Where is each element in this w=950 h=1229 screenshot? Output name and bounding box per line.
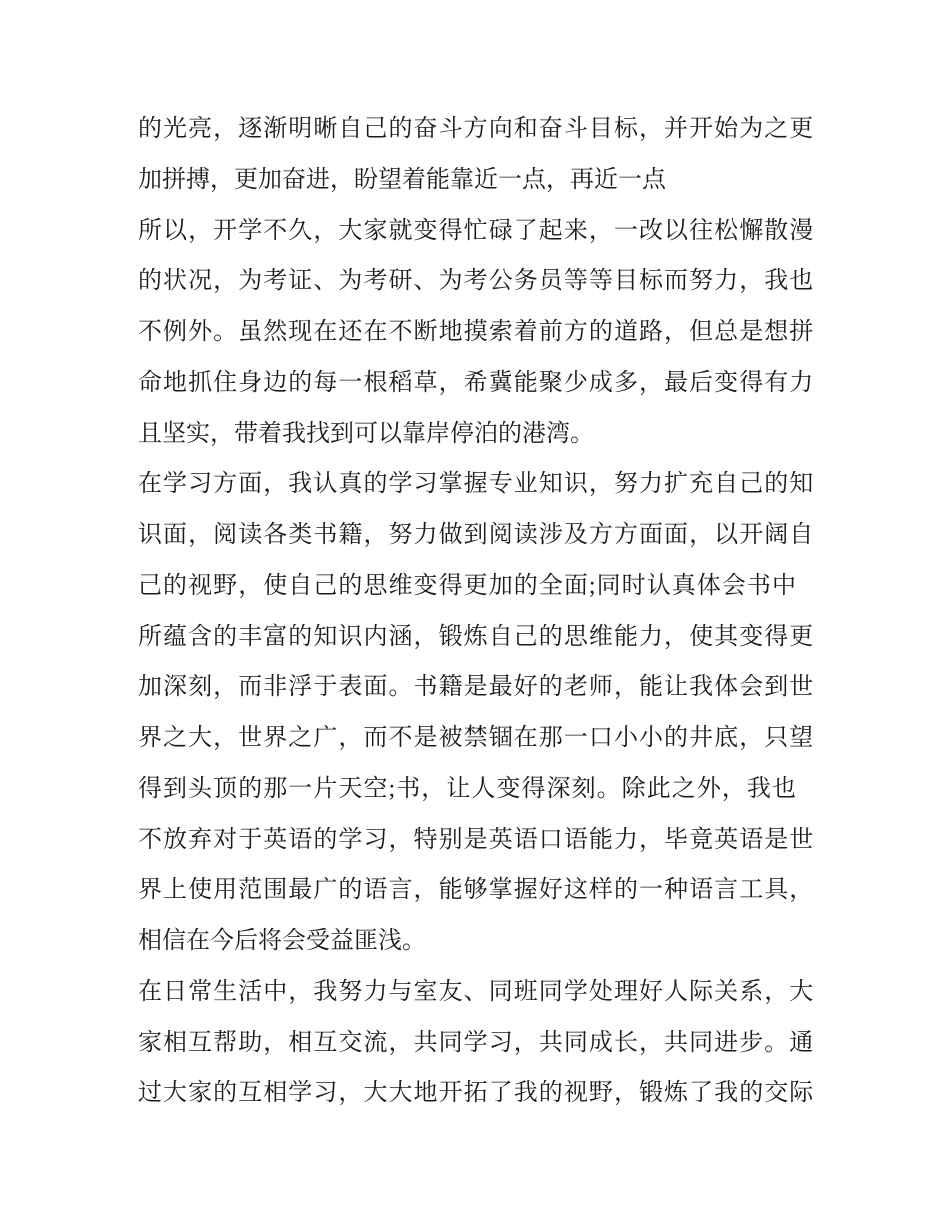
text-line: 的状况，为考证、为考研、为考公务员等等目标而努力，我也 [138, 268, 815, 295]
text-line: 己的视野，使自己的思维变得更加的全面;同时认真体会书中 [138, 572, 798, 599]
text-line: 且坚实，带着我找到可以靠岸停泊的港湾。 [138, 420, 594, 447]
text-line: 相信在今后将会受益匪浅。 [138, 928, 426, 954]
text-line: 所以，开学不久，大家就变得忙碌了起来，一改以往松懈散漫 [138, 217, 815, 244]
text-line: 过大家的互相学习，大大地开拓了我的视野，锻炼了我的交际 [138, 1080, 815, 1107]
text-line: 不放弃对于英语的学习，特别是英语口语能力，毕竟英语是世 [138, 826, 815, 853]
text-line: 加拼搏，更加奋进，盼望着能靠近一点，再近一点 [138, 166, 666, 193]
text-line: 不例外。虽然现在还在不断地摸索着前方的道路，但总是想拼 [138, 319, 815, 345]
text-line: 所蕴含的丰富的知识内涵，锻炼自己的思维能力，使其变得更 [138, 623, 815, 650]
text-line: 在学习方面，我认真的学习掌握专业知识，努力扩充自己的知 [138, 471, 815, 498]
document-text [138, 104, 816, 1119]
text-line: 得到头顶的那一片天空;书，让人变得深刻。除此之外，我也 [138, 775, 798, 802]
text-line: 界上使用范围最广的语言，能够掌握好这样的一种语言工具， [138, 877, 815, 904]
text-line: 的光亮，逐渐明晰自己的奋斗方向和奋斗目标，并开始为之更 [138, 116, 815, 142]
text-line: 界之大，世界之广，而不是被禁锢在那一口小小的井底，只望 [138, 725, 815, 751]
text-line: 命地抓住身边的每一根稻草，希冀能聚少成多，最后变得有力 [138, 369, 815, 396]
text-line: 识面，阅读各类书籍，努力做到阅读涉及方方面面，以开阔自 [138, 522, 815, 548]
text-line: 在日常生活中，我努力与室友、同班同学处理好人际关系，大 [138, 978, 815, 1005]
text-line: 家相互帮助，相互交流，共同学习，共同成长，共同进步。通 [138, 1029, 815, 1056]
text-line: 加深刻，而非浮于表面。书籍是最好的老师，能让我体会到世 [138, 674, 815, 701]
